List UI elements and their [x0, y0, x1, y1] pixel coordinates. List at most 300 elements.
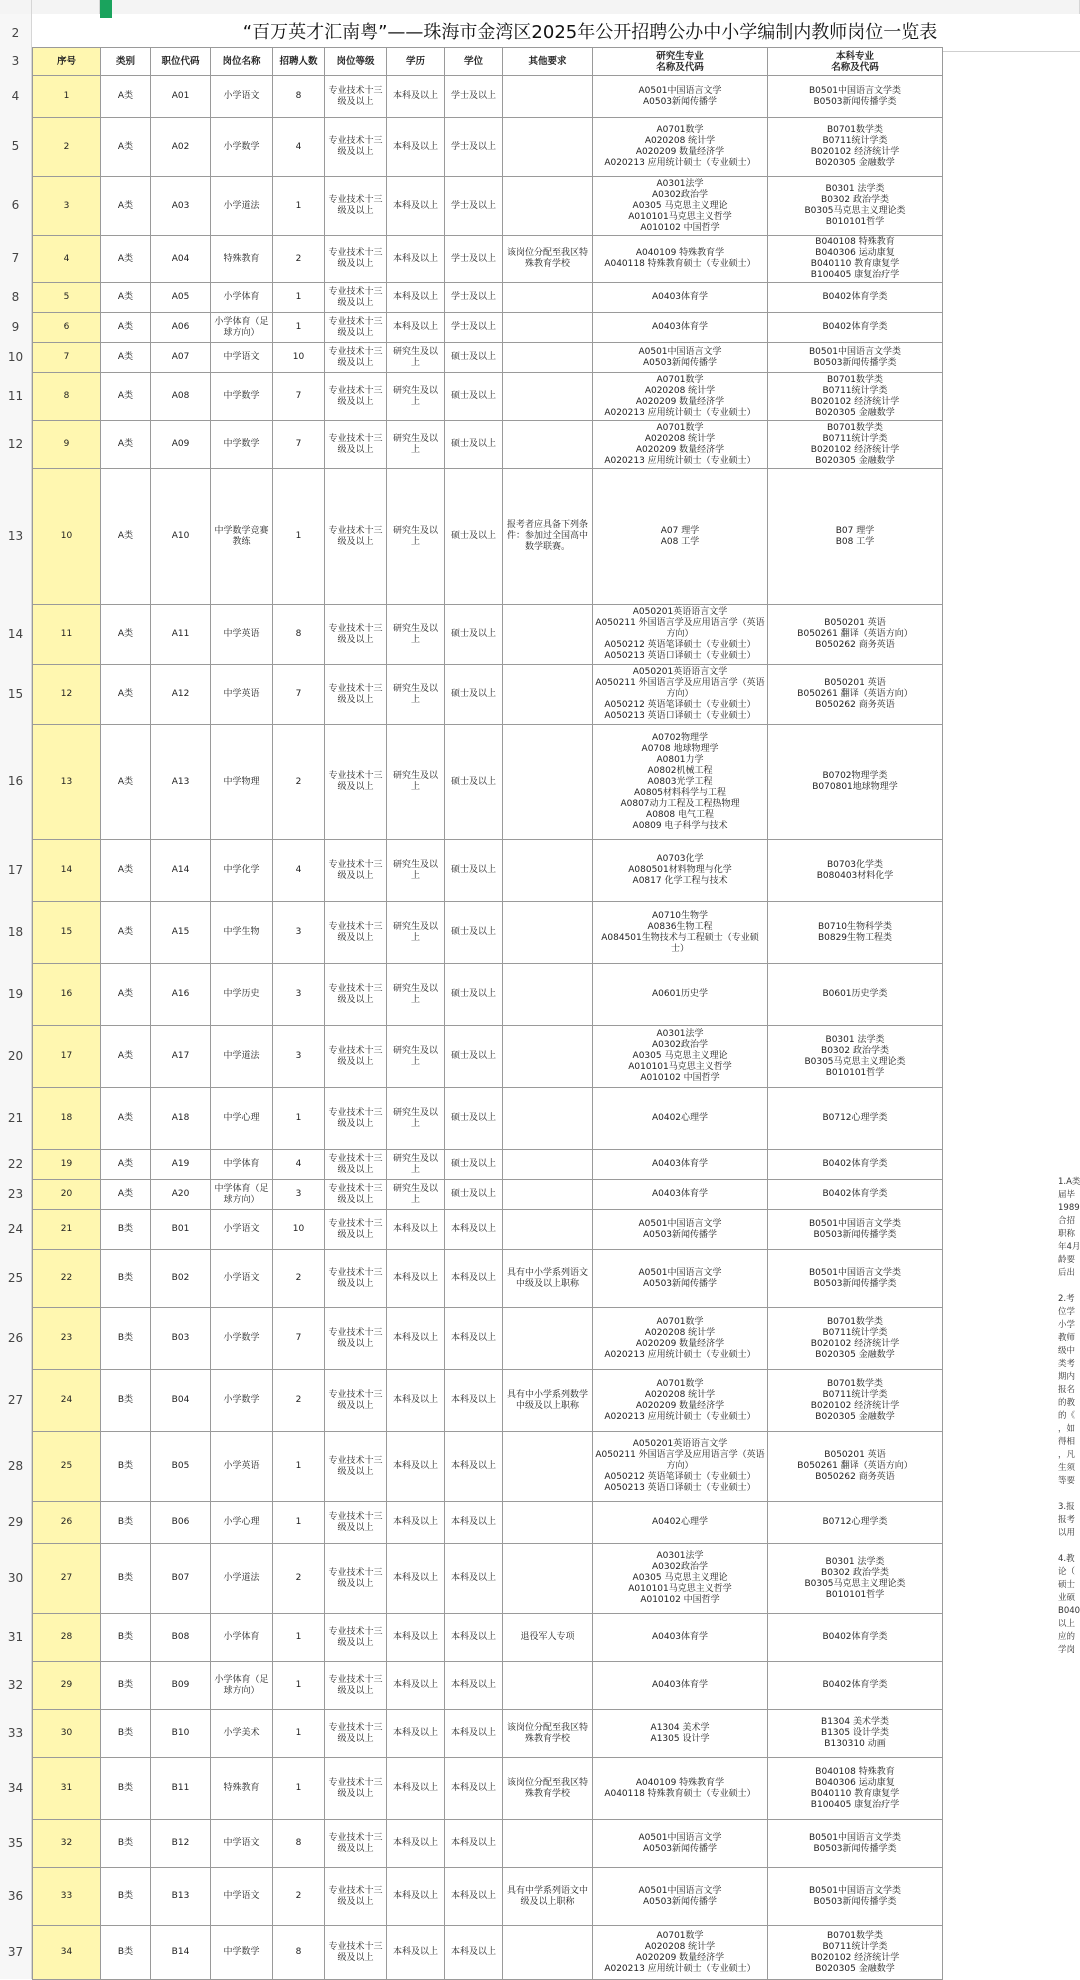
other-cell[interactable]	[503, 605, 593, 665]
seq-cell[interactable]: 29	[33, 1662, 101, 1710]
row-number[interactable]: 37	[0, 1925, 32, 1979]
row-number[interactable]: 23	[0, 1179, 32, 1209]
position-cell[interactable]: 小学数学	[211, 118, 273, 177]
undergrad-major-cell[interactable]: B0703化学类 B080403材料化学	[768, 840, 943, 902]
education-cell[interactable]: 本科及以上	[387, 177, 445, 236]
code-cell[interactable]: B03	[151, 1308, 211, 1370]
category-cell[interactable]: A类	[101, 1026, 151, 1088]
undergrad-major-cell[interactable]: B0402体育学类	[768, 283, 943, 313]
count-cell[interactable]: 2	[273, 1868, 325, 1926]
count-cell[interactable]: 1	[273, 1662, 325, 1710]
count-cell[interactable]: 3	[273, 1180, 325, 1210]
other-cell[interactable]	[503, 1502, 593, 1544]
postgrad-major-cell[interactable]: A040109 特殊教育学 A040118 特殊教育硕士（专业硕士）	[593, 236, 768, 283]
category-cell[interactable]: A类	[101, 725, 151, 840]
level-cell[interactable]: 专业技术十三级及以上	[325, 902, 387, 964]
row-number[interactable]: 26	[0, 1307, 32, 1369]
seq-cell[interactable]: 10	[33, 469, 101, 605]
level-cell[interactable]: 专业技术十三级及以上	[325, 1088, 387, 1150]
other-cell[interactable]	[503, 1026, 593, 1088]
position-cell[interactable]: 中学语文	[211, 1820, 273, 1868]
seq-cell[interactable]: 17	[33, 1026, 101, 1088]
code-cell[interactable]: A16	[151, 964, 211, 1026]
undergrad-major-cell[interactable]: B040108 特殊教育 B040306 运动康复 B040110 教育康复学 B100405 康复治疗学	[768, 236, 943, 283]
category-cell[interactable]: A类	[101, 118, 151, 177]
degree-cell[interactable]: 本科及以上	[445, 1370, 503, 1432]
row-number[interactable]: 13	[0, 468, 32, 604]
code-cell[interactable]: A07	[151, 343, 211, 373]
postgrad-major-cell[interactable]: A050201英语语言文学 A050211 外国语言学及应用语言学（英语方向） A050212 英语笔译硕士（专业硕士） A050213 英语口译硕士（专业硕士）	[593, 605, 768, 665]
degree-cell[interactable]: 硕士及以上	[445, 1180, 503, 1210]
row-number[interactable]: 31	[0, 1613, 32, 1661]
seq-cell[interactable]: 24	[33, 1370, 101, 1432]
row-number[interactable]: 27	[0, 1369, 32, 1431]
row-number[interactable]: 22	[0, 1149, 32, 1179]
seq-cell[interactable]: 20	[33, 1180, 101, 1210]
other-cell[interactable]	[503, 1432, 593, 1502]
row-number[interactable]: 7	[0, 235, 32, 282]
position-cell[interactable]: 小学语文	[211, 1210, 273, 1250]
level-cell[interactable]: 专业技术十三级及以上	[325, 1432, 387, 1502]
undergrad-major-cell[interactable]: B0501中国语言文学类 B0503新闻传播学类	[768, 343, 943, 373]
count-cell[interactable]: 2	[273, 236, 325, 283]
postgrad-major-cell[interactable]: A0701数学 A020208 统计学 A020209 数量经济学 A020213 应用统计硕士（专业硕士）	[593, 118, 768, 177]
postgrad-major-cell[interactable]: A0403体育学	[593, 1180, 768, 1210]
code-cell[interactable]: A13	[151, 725, 211, 840]
education-cell[interactable]: 研究生及以上	[387, 421, 445, 469]
category-cell[interactable]: A类	[101, 665, 151, 725]
degree-cell[interactable]: 本科及以上	[445, 1544, 503, 1614]
position-cell[interactable]: 小学道法	[211, 1544, 273, 1614]
other-cell[interactable]	[503, 1180, 593, 1210]
code-cell[interactable]: A11	[151, 605, 211, 665]
undergrad-major-cell[interactable]: B0402体育学类	[768, 1614, 943, 1662]
position-cell[interactable]: 小学体育	[211, 1614, 273, 1662]
row-number[interactable]: 15	[0, 664, 32, 724]
seq-cell[interactable]: 30	[33, 1710, 101, 1758]
count-cell[interactable]: 7	[273, 665, 325, 725]
degree-cell[interactable]: 硕士及以上	[445, 665, 503, 725]
other-cell[interactable]	[503, 1926, 593, 1980]
postgrad-major-cell[interactable]: A0701数学 A020208 统计学 A020209 数量经济学 A020213 应用统计硕士（专业硕士）	[593, 1926, 768, 1980]
count-cell[interactable]: 7	[273, 1308, 325, 1370]
undergrad-major-cell[interactable]: B0402体育学类	[768, 1662, 943, 1710]
position-cell[interactable]: 小学体育（足球方向）	[211, 313, 273, 343]
row-number[interactable]: 34	[0, 1757, 32, 1819]
level-cell[interactable]: 专业技术十三级及以上	[325, 1544, 387, 1614]
code-cell[interactable]: A20	[151, 1180, 211, 1210]
seq-cell[interactable]: 7	[33, 343, 101, 373]
seq-cell[interactable]: 15	[33, 902, 101, 964]
undergrad-major-cell[interactable]: B0712心理学类	[768, 1502, 943, 1544]
undergrad-major-cell[interactable]: B07 理学 B08 工学	[768, 469, 943, 605]
education-cell[interactable]: 本科及以上	[387, 1710, 445, 1758]
category-cell[interactable]: B类	[101, 1502, 151, 1544]
education-cell[interactable]: 本科及以上	[387, 1250, 445, 1308]
postgrad-major-cell[interactable]: A050201英语语言文学 A050211 外国语言学及应用语言学（英语方向） A050212 英语笔译硕士（专业硕士） A050213 英语口译硕士（专业硕士）	[593, 1432, 768, 1502]
level-cell[interactable]: 专业技术十三级及以上	[325, 1026, 387, 1088]
count-cell[interactable]: 8	[273, 76, 325, 118]
other-cell[interactable]: 报考者应具备下列条件：参加过全国高中数学联赛。	[503, 469, 593, 605]
postgrad-major-cell[interactable]: A0301法学 A0302政治学 A0305 马克思主义理论 A010101马克思主义哲学 A010102 中国哲学	[593, 1026, 768, 1088]
education-cell[interactable]: 本科及以上	[387, 1210, 445, 1250]
row-number[interactable]: 18	[0, 901, 32, 963]
position-cell[interactable]: 中学数学	[211, 373, 273, 421]
category-cell[interactable]: B类	[101, 1820, 151, 1868]
category-cell[interactable]: A类	[101, 236, 151, 283]
level-cell[interactable]: 专业技术十三级及以上	[325, 605, 387, 665]
seq-cell[interactable]: 5	[33, 283, 101, 313]
other-cell[interactable]	[503, 76, 593, 118]
seq-cell[interactable]: 4	[33, 236, 101, 283]
education-cell[interactable]: 研究生及以上	[387, 964, 445, 1026]
category-cell[interactable]: A类	[101, 373, 151, 421]
education-cell[interactable]: 本科及以上	[387, 1868, 445, 1926]
code-cell[interactable]: B08	[151, 1614, 211, 1662]
header-degree[interactable]: 学位	[445, 48, 503, 76]
row-number[interactable]: 36	[0, 1867, 32, 1925]
degree-cell[interactable]: 硕士及以上	[445, 725, 503, 840]
degree-cell[interactable]: 学士及以上	[445, 177, 503, 236]
postgrad-major-cell[interactable]: A0701数学 A020208 统计学 A020209 数量经济学 A020213 应用统计硕士（专业硕士）	[593, 1370, 768, 1432]
other-cell[interactable]	[503, 725, 593, 840]
level-cell[interactable]: 专业技术十三级及以上	[325, 236, 387, 283]
category-cell[interactable]: B类	[101, 1544, 151, 1614]
other-cell[interactable]	[503, 313, 593, 343]
position-cell[interactable]: 小学美术	[211, 1710, 273, 1758]
education-cell[interactable]: 研究生及以上	[387, 373, 445, 421]
degree-cell[interactable]: 本科及以上	[445, 1502, 503, 1544]
category-cell[interactable]: B类	[101, 1308, 151, 1370]
code-cell[interactable]: A09	[151, 421, 211, 469]
undergrad-major-cell[interactable]: B0701数学类 B0711统计学类 B020102 经济统计学 B020305 金融数学	[768, 1370, 943, 1432]
category-cell[interactable]: A类	[101, 840, 151, 902]
position-cell[interactable]: 特殊教育	[211, 236, 273, 283]
code-cell[interactable]: B13	[151, 1868, 211, 1926]
count-cell[interactable]: 1	[273, 1710, 325, 1758]
row-number[interactable]: 21	[0, 1087, 32, 1149]
level-cell[interactable]: 专业技术十三级及以上	[325, 1758, 387, 1820]
education-cell[interactable]: 研究生及以上	[387, 1150, 445, 1180]
other-cell[interactable]	[503, 1544, 593, 1614]
degree-cell[interactable]: 硕士及以上	[445, 1026, 503, 1088]
postgrad-major-cell[interactable]: A0403体育学	[593, 283, 768, 313]
code-cell[interactable]: B04	[151, 1370, 211, 1432]
education-cell[interactable]: 本科及以上	[387, 1614, 445, 1662]
category-cell[interactable]: A类	[101, 902, 151, 964]
code-cell[interactable]: B05	[151, 1432, 211, 1502]
education-cell[interactable]: 研究生及以上	[387, 469, 445, 605]
header-position[interactable]: 岗位名称	[211, 48, 273, 76]
undergrad-major-cell[interactable]: B0301 法学类 B0302 政治学类 B0305马克思主义理论类 B010101哲学	[768, 177, 943, 236]
row-number[interactable]: 4	[0, 75, 32, 117]
degree-cell[interactable]: 本科及以上	[445, 1250, 503, 1308]
row-number[interactable]: 14	[0, 604, 32, 664]
undergrad-major-cell[interactable]: B0701数学类 B0711统计学类 B020102 经济统计学 B020305 金融数学	[768, 373, 943, 421]
education-cell[interactable]: 本科及以上	[387, 1308, 445, 1370]
undergrad-major-cell[interactable]: B050201 英语 B050261 翻译（英语方向） B050262 商务英语	[768, 605, 943, 665]
row-number[interactable]: 35	[0, 1819, 32, 1867]
count-cell[interactable]: 2	[273, 1370, 325, 1432]
degree-cell[interactable]: 硕士及以上	[445, 1150, 503, 1180]
code-cell[interactable]: B12	[151, 1820, 211, 1868]
other-cell[interactable]	[503, 902, 593, 964]
postgrad-major-cell[interactable]: A0701数学 A020208 统计学 A020209 数量经济学 A020213 应用统计硕士（专业硕士）	[593, 421, 768, 469]
seq-cell[interactable]: 2	[33, 118, 101, 177]
row-number[interactable]: 16	[0, 724, 32, 839]
education-cell[interactable]: 本科及以上	[387, 1758, 445, 1820]
count-cell[interactable]: 4	[273, 1150, 325, 1180]
degree-cell[interactable]: 本科及以上	[445, 1710, 503, 1758]
row-number[interactable]: 33	[0, 1709, 32, 1757]
other-cell[interactable]	[503, 1308, 593, 1370]
seq-cell[interactable]: 6	[33, 313, 101, 343]
level-cell[interactable]: 专业技术十三级及以上	[325, 725, 387, 840]
education-cell[interactable]: 研究生及以上	[387, 605, 445, 665]
degree-cell[interactable]: 硕士及以上	[445, 1088, 503, 1150]
postgrad-major-cell[interactable]: A0501中国语言文学 A0503新闻传播学	[593, 1210, 768, 1250]
undergrad-major-cell[interactable]: B0301 法学类 B0302 政治学类 B0305马克思主义理论类 B010101哲学	[768, 1544, 943, 1614]
education-cell[interactable]: 研究生及以上	[387, 343, 445, 373]
level-cell[interactable]: 专业技术十三级及以上	[325, 313, 387, 343]
category-cell[interactable]: B类	[101, 1662, 151, 1710]
category-cell[interactable]: B类	[101, 1250, 151, 1308]
level-cell[interactable]: 专业技术十三级及以上	[325, 1180, 387, 1210]
level-cell[interactable]: 专业技术十三级及以上	[325, 177, 387, 236]
degree-cell[interactable]: 硕士及以上	[445, 343, 503, 373]
other-cell[interactable]: 具有中小学系列数学中级及以上职称	[503, 1370, 593, 1432]
header-postgrad-major[interactable]: 研究生专业 名称及代码	[593, 48, 768, 76]
degree-cell[interactable]: 本科及以上	[445, 1758, 503, 1820]
position-cell[interactable]: 中学英语	[211, 605, 273, 665]
category-cell[interactable]: A类	[101, 469, 151, 605]
postgrad-major-cell[interactable]: A0403体育学	[593, 1614, 768, 1662]
row-number[interactable]: 20	[0, 1025, 32, 1087]
undergrad-major-cell[interactable]: B0701数学类 B0711统计学类 B020102 经济统计学 B020305 金融数学	[768, 118, 943, 177]
count-cell[interactable]: 1	[273, 313, 325, 343]
category-cell[interactable]: A类	[101, 313, 151, 343]
level-cell[interactable]: 专业技术十三级及以上	[325, 1662, 387, 1710]
row-number[interactable]: 25	[0, 1249, 32, 1307]
position-cell[interactable]: 小学语文	[211, 1250, 273, 1308]
degree-cell[interactable]: 硕士及以上	[445, 469, 503, 605]
degree-cell[interactable]: 本科及以上	[445, 1926, 503, 1980]
category-cell[interactable]: A类	[101, 964, 151, 1026]
postgrad-major-cell[interactable]: A07 理学 A08 工学	[593, 469, 768, 605]
undergrad-major-cell[interactable]: B0710生物科学类 B0829生物工程类	[768, 902, 943, 964]
row-number[interactable]: 29	[0, 1501, 32, 1543]
count-cell[interactable]: 8	[273, 1820, 325, 1868]
code-cell[interactable]: A15	[151, 902, 211, 964]
undergrad-major-cell[interactable]: B0301 法学类 B0302 政治学类 B0305马克思主义理论类 B010101哲学	[768, 1026, 943, 1088]
postgrad-major-cell[interactable]: A0701数学 A020208 统计学 A020209 数量经济学 A020213 应用统计硕士（专业硕士）	[593, 1308, 768, 1370]
education-cell[interactable]: 本科及以上	[387, 1432, 445, 1502]
seq-cell[interactable]: 33	[33, 1868, 101, 1926]
other-cell[interactable]	[503, 373, 593, 421]
code-cell[interactable]: A12	[151, 665, 211, 725]
seq-cell[interactable]: 11	[33, 605, 101, 665]
category-cell[interactable]: B类	[101, 1758, 151, 1820]
category-cell[interactable]: A类	[101, 1180, 151, 1210]
other-cell[interactable]	[503, 421, 593, 469]
position-cell[interactable]: 中学数学竞赛教练	[211, 469, 273, 605]
postgrad-major-cell[interactable]: A0402心理学	[593, 1088, 768, 1150]
code-cell[interactable]: B02	[151, 1250, 211, 1308]
count-cell[interactable]: 1	[273, 1432, 325, 1502]
degree-cell[interactable]: 硕士及以上	[445, 421, 503, 469]
code-cell[interactable]: A19	[151, 1150, 211, 1180]
education-cell[interactable]: 研究生及以上	[387, 725, 445, 840]
postgrad-major-cell[interactable]: A0301法学 A0302政治学 A0305 马克思主义理论 A010101马克思主义哲学 A010102 中国哲学	[593, 1544, 768, 1614]
undergrad-major-cell[interactable]: B050201 英语 B050261 翻译（英语方向） B050262 商务英语	[768, 1432, 943, 1502]
code-cell[interactable]: B10	[151, 1710, 211, 1758]
other-cell[interactable]	[503, 964, 593, 1026]
postgrad-major-cell[interactable]: A0501中国语言文学 A0503新闻传播学	[593, 1250, 768, 1308]
degree-cell[interactable]: 学士及以上	[445, 236, 503, 283]
level-cell[interactable]: 专业技术十三级及以上	[325, 373, 387, 421]
position-cell[interactable]: 中学道法	[211, 1026, 273, 1088]
other-cell[interactable]: 该岗位分配至我区特殊教育学校	[503, 236, 593, 283]
postgrad-major-cell[interactable]: A0403体育学	[593, 1150, 768, 1180]
seq-cell[interactable]: 8	[33, 373, 101, 421]
undergrad-major-cell[interactable]: B0501中国语言文学类 B0503新闻传播学类	[768, 76, 943, 118]
education-cell[interactable]: 本科及以上	[387, 1662, 445, 1710]
undergrad-major-cell[interactable]: B0501中国语言文学类 B0503新闻传播学类	[768, 1210, 943, 1250]
undergrad-major-cell[interactable]: B0501中国语言文学类 B0503新闻传播学类	[768, 1868, 943, 1926]
postgrad-major-cell[interactable]: A1304 美术学 A1305 设计学	[593, 1710, 768, 1758]
postgrad-major-cell[interactable]: A050201英语语言文学 A050211 外国语言学及应用语言学（英语方向） A050212 英语笔译硕士（专业硕士） A050213 英语口译硕士（专业硕士）	[593, 665, 768, 725]
undergrad-major-cell[interactable]: B0402体育学类	[768, 313, 943, 343]
seq-cell[interactable]: 26	[33, 1502, 101, 1544]
education-cell[interactable]: 本科及以上	[387, 1820, 445, 1868]
count-cell[interactable]: 1	[273, 1614, 325, 1662]
row-number[interactable]: 8	[0, 282, 32, 312]
count-cell[interactable]: 2	[273, 1250, 325, 1308]
code-cell[interactable]: B07	[151, 1544, 211, 1614]
count-cell[interactable]: 4	[273, 118, 325, 177]
count-cell[interactable]: 2	[273, 725, 325, 840]
code-cell[interactable]: B06	[151, 1502, 211, 1544]
degree-cell[interactable]: 本科及以上	[445, 1820, 503, 1868]
postgrad-major-cell[interactable]: A0402心理学	[593, 1502, 768, 1544]
code-cell[interactable]: A17	[151, 1026, 211, 1088]
level-cell[interactable]: 专业技术十三级及以上	[325, 1150, 387, 1180]
other-cell[interactable]	[503, 343, 593, 373]
level-cell[interactable]: 专业技术十三级及以上	[325, 1926, 387, 1980]
education-cell[interactable]: 研究生及以上	[387, 1026, 445, 1088]
row-number[interactable]: 3	[0, 47, 32, 75]
undergrad-major-cell[interactable]: B1304 美术学类 B1305 设计学类 B130310 动画	[768, 1710, 943, 1758]
count-cell[interactable]: 1	[273, 283, 325, 313]
level-cell[interactable]: 专业技术十三级及以上	[325, 840, 387, 902]
row-number[interactable]: 2	[0, 14, 32, 52]
position-cell[interactable]: 小学心理	[211, 1502, 273, 1544]
postgrad-major-cell[interactable]: A0301法学 A0302政治学 A0305 马克思主义理论 A010101马克思主义哲学 A010102 中国哲学	[593, 177, 768, 236]
category-cell[interactable]: A类	[101, 605, 151, 665]
seq-cell[interactable]: 1	[33, 76, 101, 118]
level-cell[interactable]: 专业技术十三级及以上	[325, 283, 387, 313]
code-cell[interactable]: B14	[151, 1926, 211, 1980]
postgrad-major-cell[interactable]: A0501中国语言文学 A0503新闻传播学	[593, 1820, 768, 1868]
code-cell[interactable]: A08	[151, 373, 211, 421]
code-cell[interactable]: A02	[151, 118, 211, 177]
row-number[interactable]: 30	[0, 1543, 32, 1613]
count-cell[interactable]: 10	[273, 343, 325, 373]
seq-cell[interactable]: 21	[33, 1210, 101, 1250]
position-cell[interactable]: 中学历史	[211, 964, 273, 1026]
row-number[interactable]: 17	[0, 839, 32, 901]
education-cell[interactable]: 本科及以上	[387, 1502, 445, 1544]
header-code[interactable]: 职位代码	[151, 48, 211, 76]
education-cell[interactable]: 本科及以上	[387, 1370, 445, 1432]
education-cell[interactable]: 本科及以上	[387, 76, 445, 118]
seq-cell[interactable]: 28	[33, 1614, 101, 1662]
level-cell[interactable]: 专业技术十三级及以上	[325, 469, 387, 605]
category-cell[interactable]: A类	[101, 283, 151, 313]
other-cell[interactable]	[503, 1820, 593, 1868]
level-cell[interactable]: 专业技术十三级及以上	[325, 665, 387, 725]
other-cell[interactable]	[503, 840, 593, 902]
level-cell[interactable]: 专业技术十三级及以上	[325, 1210, 387, 1250]
code-cell[interactable]: A18	[151, 1088, 211, 1150]
code-cell[interactable]: A05	[151, 283, 211, 313]
level-cell[interactable]: 专业技术十三级及以上	[325, 1820, 387, 1868]
degree-cell[interactable]: 本科及以上	[445, 1432, 503, 1502]
postgrad-major-cell[interactable]: A0702物理学 A0708 地球物理学 A0801力学 A0802机械工程 A0803光学工程 A0805材料科学与工程 A0807动力工程及工程热物理 A0808 电气工程 A0809 电子科学与技术	[593, 725, 768, 840]
degree-cell[interactable]: 学士及以上	[445, 118, 503, 177]
other-cell[interactable]	[503, 1150, 593, 1180]
header-level[interactable]: 岗位等级	[325, 48, 387, 76]
category-cell[interactable]: A类	[101, 1088, 151, 1150]
row-number[interactable]: 11	[0, 372, 32, 420]
position-cell[interactable]: 小学英语	[211, 1432, 273, 1502]
position-cell[interactable]: 中学英语	[211, 665, 273, 725]
postgrad-major-cell[interactable]: A0501中国语言文学 A0503新闻传播学	[593, 76, 768, 118]
undergrad-major-cell[interactable]: B0501中国语言文学类 B0503新闻传播学类	[768, 1820, 943, 1868]
degree-cell[interactable]: 本科及以上	[445, 1210, 503, 1250]
code-cell[interactable]: B09	[151, 1662, 211, 1710]
category-cell[interactable]: B类	[101, 1710, 151, 1758]
level-cell[interactable]: 专业技术十三级及以上	[325, 421, 387, 469]
code-cell[interactable]: A14	[151, 840, 211, 902]
row-number[interactable]: 19	[0, 963, 32, 1025]
education-cell[interactable]: 本科及以上	[387, 1544, 445, 1614]
code-cell[interactable]: B11	[151, 1758, 211, 1820]
category-cell[interactable]: B类	[101, 1432, 151, 1502]
seq-cell[interactable]: 9	[33, 421, 101, 469]
degree-cell[interactable]: 本科及以上	[445, 1308, 503, 1370]
position-cell[interactable]: 中学体育	[211, 1150, 273, 1180]
other-cell[interactable]	[503, 177, 593, 236]
degree-cell[interactable]: 学士及以上	[445, 76, 503, 118]
count-cell[interactable]: 1	[273, 1758, 325, 1820]
level-cell[interactable]: 专业技术十三级及以上	[325, 1710, 387, 1758]
seq-cell[interactable]: 23	[33, 1308, 101, 1370]
position-cell[interactable]: 中学语文	[211, 343, 273, 373]
level-cell[interactable]: 专业技术十三级及以上	[325, 1502, 387, 1544]
seq-cell[interactable]: 34	[33, 1926, 101, 1980]
postgrad-major-cell[interactable]: A0710生物学 A0836生物工程 A084501生物技术与工程硕士（专业硕士）	[593, 902, 768, 964]
seq-cell[interactable]: 31	[33, 1758, 101, 1820]
degree-cell[interactable]: 本科及以上	[445, 1614, 503, 1662]
count-cell[interactable]: 1	[273, 1088, 325, 1150]
position-cell[interactable]: 小学语文	[211, 76, 273, 118]
undergrad-major-cell[interactable]: B0402体育学类	[768, 1180, 943, 1210]
undergrad-major-cell[interactable]: B0701数学类 B0711统计学类 B020102 经济统计学 B020305 金融数学	[768, 421, 943, 469]
header-category[interactable]: 类别	[101, 48, 151, 76]
count-cell[interactable]: 4	[273, 840, 325, 902]
code-cell[interactable]: A01	[151, 76, 211, 118]
